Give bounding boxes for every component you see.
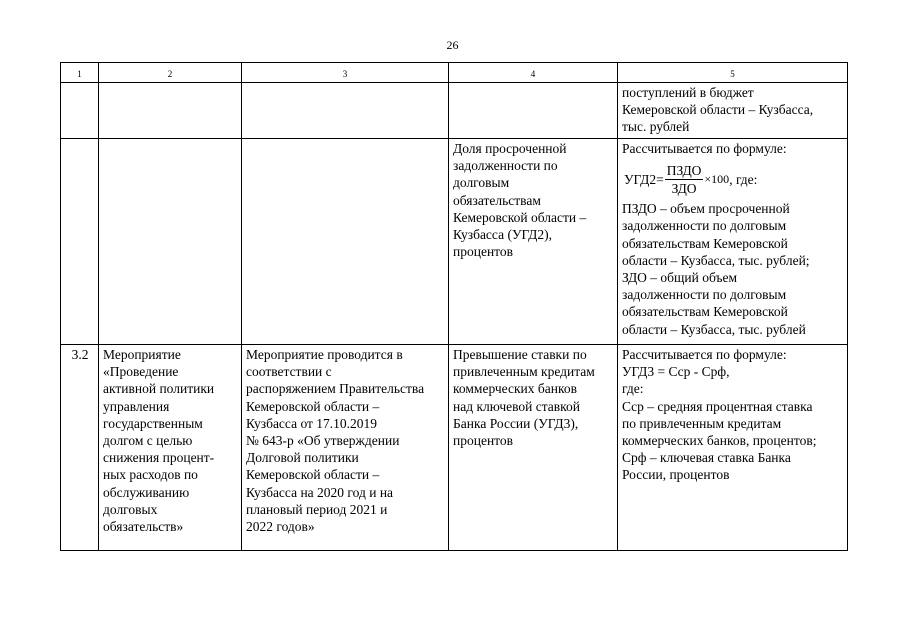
text-line: над ключевой ставкой (453, 398, 581, 414)
text-line: Кемеровской области – (246, 398, 380, 414)
text-line: России, процентов (622, 467, 730, 483)
text-line: Превышение ставки по (453, 347, 587, 362)
text-line: государственным (103, 415, 203, 431)
header-cell-5: 5 (618, 63, 848, 83)
header-cell-4: 4 (449, 63, 618, 83)
text-line: «Проведение (103, 364, 179, 380)
text-line: коммерческих банков, процентов; (622, 433, 817, 449)
text-line: ных расходов по (103, 467, 198, 483)
text-line: процентов (453, 433, 514, 449)
cell-event (99, 83, 242, 139)
text-line: ПЗДО – объем просроченной (622, 201, 790, 217)
cell-calculation (618, 83, 848, 139)
header-cell-3: 3 (242, 63, 449, 83)
text-line: где: (622, 381, 644, 397)
text-line: долговым (453, 175, 510, 191)
formula-tail: , где: (729, 171, 758, 187)
text-line: Доля просроченной (453, 141, 567, 156)
text-line: задолженности по долговым (622, 218, 787, 234)
text-line: области – Кузбасса, тыс. рублей; (622, 252, 810, 268)
formula-lhs: УГД2= (624, 171, 664, 187)
cell-number: 3.2 (61, 345, 99, 551)
text-line: ЗДО – общий объем (622, 270, 738, 286)
text-line: привлеченным кредитам (453, 364, 595, 380)
table-row (61, 345, 848, 551)
header-cell-2: 2 (99, 63, 242, 83)
text-line: обязательств» (103, 519, 184, 535)
text-line: обязательствам Кемеровской (622, 235, 788, 251)
text-line: задолженности по (453, 158, 558, 174)
text-line: Рассчитывается по формуле: (622, 141, 787, 156)
text-line: УГД3 = Сср - Срф, (622, 364, 730, 380)
formula-numerator: ПЗДО (666, 162, 702, 178)
text-line: Мероприятие проводится в (246, 347, 403, 362)
text-line: управления (103, 398, 170, 414)
cell-event (99, 345, 242, 551)
cell-event (99, 139, 242, 345)
table-row (61, 139, 848, 345)
text-line: долгом с целью (103, 433, 193, 449)
text-line: Кузбасса на 2020 год и на (246, 484, 394, 500)
text-line: Кузбасса от 17.10.2019 (246, 415, 378, 431)
cell-description (242, 83, 449, 139)
text-line: Долговой политики (246, 450, 359, 466)
text-line: Рассчитывается по формуле: (622, 347, 787, 362)
text-line: тыс. рублей (622, 119, 690, 135)
page-number: 26 (446, 38, 459, 52)
text-line: коммерческих банков (453, 381, 577, 397)
document-table (60, 62, 848, 551)
text-line: Сср – средняя процентная ставка (622, 398, 813, 414)
text-line: обязательствам (453, 192, 541, 208)
text-line: снижения процент- (103, 450, 215, 466)
formula-multiplier: ×100 (704, 171, 730, 186)
text-line: области – Кузбасса, тыс. рублей (622, 321, 806, 337)
text-line: долговых (103, 501, 158, 517)
cell-description (242, 139, 449, 345)
cell-indicator (449, 139, 618, 345)
text-line: задолженности по долговым (622, 287, 787, 303)
text-line: Кемеровской области – (453, 209, 587, 225)
text-line: поступлений в бюджет (622, 85, 754, 100)
text-line: 2022 годов» (246, 519, 315, 535)
text-line: обслуживанию (103, 484, 190, 500)
text-line: Кемеровской области – Кузбасса, (622, 102, 814, 118)
cell-calculation (618, 345, 848, 551)
cell-number (61, 83, 99, 139)
text-line: распоряжением Правительства (246, 381, 425, 397)
text-line: соответствии с (246, 364, 332, 380)
text-line: активной политики (103, 381, 215, 397)
text-line: по привлеченным кредитам (622, 415, 782, 431)
text-line: Срф – ключевая ставка Банка (622, 450, 791, 466)
text-line: плановый период 2021 и (246, 501, 388, 517)
formula-ugd2 (624, 159, 844, 199)
text-line: процентов (453, 244, 514, 260)
cell-indicator (449, 83, 618, 139)
text-line: Банка России (УГД3), (453, 415, 579, 431)
text-line: Кемеровской области – (246, 467, 380, 483)
text-line: Кузбасса (УГД2), (453, 227, 552, 243)
text-line: Мероприятие (103, 347, 181, 362)
formula-fraction (665, 162, 704, 197)
cell-indicator (449, 345, 618, 551)
table-row (61, 83, 848, 139)
cell-number (61, 139, 99, 345)
text-line: обязательствам Кемеровской (622, 304, 788, 320)
text-line: № 643-р «Об утверждении (246, 433, 400, 449)
table-header-row (61, 63, 848, 83)
formula-denominator: ЗДО (671, 180, 697, 196)
cell-description (242, 345, 449, 551)
header-cell-1: 1 (61, 63, 99, 83)
cell-calculation (618, 139, 848, 345)
